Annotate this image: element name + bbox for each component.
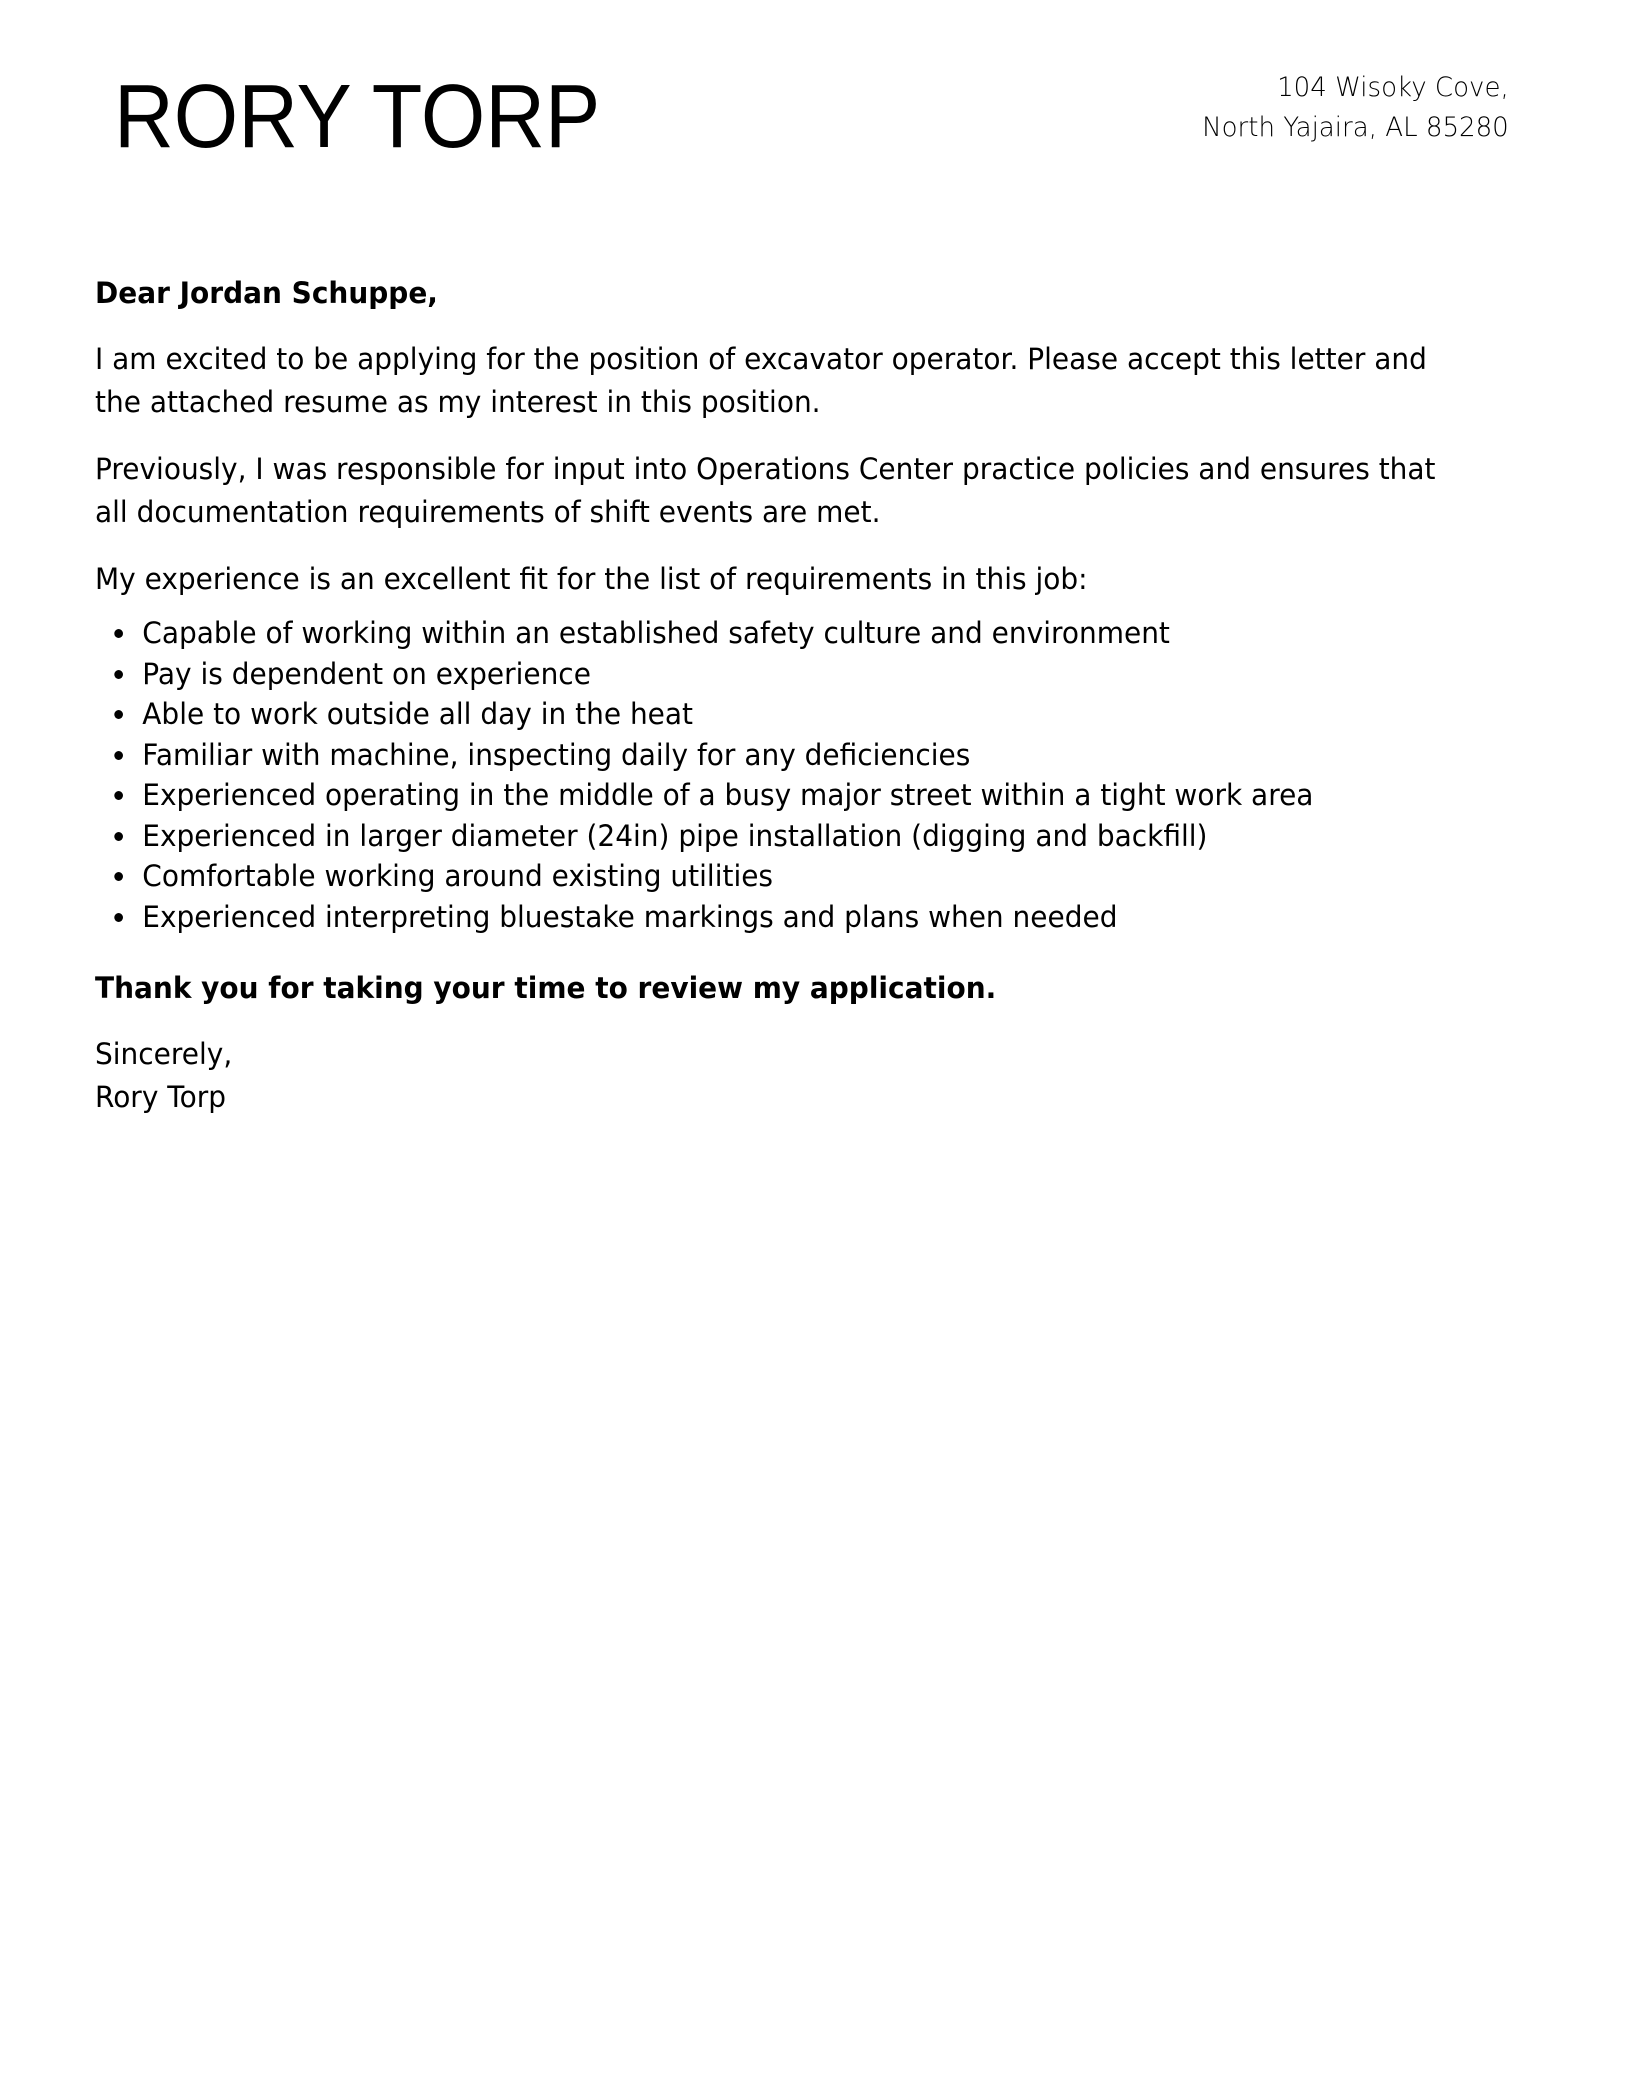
list-item-text: Experienced in larger diameter (24in) pipe installation (digging and backfill) xyxy=(142,818,1208,853)
bullet-icon xyxy=(114,832,123,841)
list-item-text: Experienced operating in the middle of a busy major street within a tight work area xyxy=(142,778,1314,812)
list-item-text: Familiar with machine, inspecting daily for any deficiencies xyxy=(142,737,971,772)
list-item xyxy=(95,694,1465,735)
address-line-1: 104 Wisoky Cove, xyxy=(1277,72,1509,103)
requirements-list xyxy=(95,613,1465,937)
bullet-icon xyxy=(114,710,123,719)
applicant-address xyxy=(1202,68,1509,148)
requirements-intro: My experience is an excellent fit for the list of requirements in this job: xyxy=(95,561,1088,596)
bullet-icon xyxy=(114,791,123,800)
closing-statement: Thank you for taking your time to review my application. xyxy=(95,971,997,1005)
signoff: Sincerely, xyxy=(95,1036,233,1071)
list-item-text: Experienced interpreting bluestake markings and plans when needed xyxy=(142,899,1118,934)
list-item xyxy=(95,856,1465,897)
address-line-2: North Yajaira, AL 85280 xyxy=(1202,112,1509,143)
list-item xyxy=(95,897,1465,938)
signoff-block xyxy=(95,1033,1465,1120)
list-item-text: Comfortable working around existing utilities xyxy=(142,859,774,893)
list-item-text: Capable of working within an established safety culture and environment xyxy=(142,616,1170,650)
applicant-name: RORY TORP xyxy=(114,67,601,167)
greeting: Dear Jordan Schuppe, xyxy=(95,276,438,310)
experience-paragraph: Previously, I was responsible for input into Operations Center practice policies and ensures that all documentation requirements of shift events are met. xyxy=(95,451,1436,529)
list-item xyxy=(95,816,1465,857)
list-item xyxy=(95,654,1465,695)
list-item xyxy=(95,613,1465,654)
bullet-icon xyxy=(114,872,123,881)
signature: Rory Torp xyxy=(95,1080,227,1114)
list-item xyxy=(95,775,1465,816)
bullet-icon xyxy=(114,670,123,679)
list-item-text: Able to work outside all day in the heat xyxy=(142,697,694,731)
intro-paragraph: I am excited to be applying for the position of excavator operator. Please accept this letter and the attached resume as my interest in this position. xyxy=(95,341,1427,419)
bullet-icon xyxy=(114,629,123,638)
bullet-icon xyxy=(114,751,123,760)
letter-body xyxy=(95,272,1465,1120)
list-item-text: Pay is dependent on experience xyxy=(142,656,591,691)
list-item xyxy=(95,735,1465,776)
bullet-icon xyxy=(114,913,123,922)
